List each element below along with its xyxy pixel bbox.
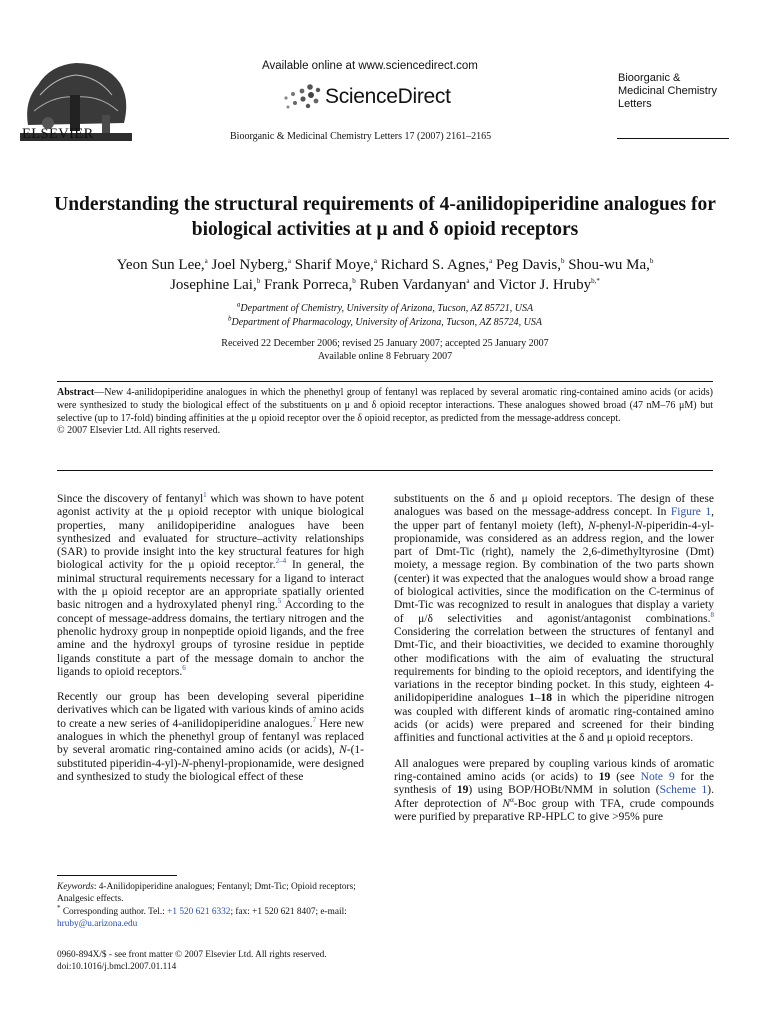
right-column — [394, 493, 714, 836]
author: Joel Nyberg,$^a$ — [211, 257, 292, 273]
affiliation: $^a$Department of Chemistry, University of Arizona, Tucson, AZ 85721, USA — [236, 300, 534, 314]
ref-link[interactable]: 7 — [312, 715, 317, 724]
paragraph: All analogues were prepared by coupling various kinds of aromatic ring-contained amino acids (or acids) to 19 (see Note 9 for the synthesis of 19) using BOP/HOBt/NMM in solution (Scheme 1). After deprotection of $N^\alpha$-Boc group with TFA, crude compounds were purified by preparative RP-HPLC to give >95% pure — [394, 757, 715, 823]
abstract-label: Abstract — [57, 387, 95, 398]
paragraph: Since the discovery of fentanyl$^1$ which was shown to have potent agonist activity at the μ opioid receptor with unique biological properties, many anilidopiperidine analogues have been synthesized and evaluated for structure–activity relationships (SAR) to provide insight into the key structural features for high biological activity for the μ opioid receptor.$^{2-4}$ In general, the minimal structural requirements necessary for a ligand to interact with the μ opioid receptor are an appropriate spatially oriented basic nitrogen and a hydroxylated phenyl ring.$^5$ According to the concept of message-address domains, the tertiary nitrogen and the phenolic hydroxy group in nonpeptide opioid ligands, and the free amine and the hydroxyl groups of tyrosine residue in peptide ligands constitute a part of the message domain to anchor the ligands to opioid receptors.$^6$ — [57, 491, 365, 678]
paragraph: Recently our group has been developing several piperidine derivatives which can be ligated with various kinds of amino acids to create a new series of 4-anilidopiperidine analogues.$^7$ Here new analogues in which the phenethyl group of fentanyl was replaced by several aromatic ring-contained amino acids (or acids), N-(1-substituted piperidin-4-yl)-N-phenyl-propionamide, were designed and synthesized to study the biological effect of these — [57, 691, 364, 783]
author: Josephine Lai,$^b$ — [170, 277, 261, 293]
author: Peg Davis,$^b$ — [495, 257, 565, 273]
ref-link[interactable]: 2–4 — [275, 557, 287, 566]
author: Shou-wu Ma,$^b$ — [568, 257, 654, 273]
copyright-block — [57, 949, 387, 974]
ref-link[interactable]: 5 — [277, 597, 282, 606]
ref-link[interactable]: 1 — [203, 491, 207, 500]
paragraph: substituents on the δ and μ opioid receptors. The design of these analogues was based on the message-address concept. In Figure 1, the upper part of fentanyl moiety (left), N-phenyl-N-piperidin-4-yl-propionamide, was considered as an address region, and the lower part of Dmt-Tic (right), namely the 2,6-dimethyltyrosine (Dmt) moiety, a message region. By combination of the two parts shown (center) it was expected that the analogues would show a broad range of biological activities, since the modification on the C-terminus of Dmt-Tic was recognized to result in analogues that display a variety of μ/δ selectivities and agonist/antagonist combinations.$^8$ Considering the correlation between the structures of fentanyl and Dmt-Tic, and their bioactivities, we decided to examine thoroughly other modifications with the aim of evaluating the structural requirements for binding to the opioid receptors, and identifying the variations in the receptor binding pocket. In this study, eighteen 4-anilidopiperidine analogues 1–18 in which the piperidine nitrogen was coupled with different kinds of aromatic ring-contained amino acids (or acids) were prepared and screened for their binding affinities and functional activities at the δ and μ opioid receptors. — [394, 493, 715, 745]
phone-link[interactable]: +1 520 621 6332 — [167, 906, 231, 917]
doi-line: doi:10.1016/j.bmcl.2007.01.114 — [57, 962, 177, 973]
author: Ruben Vardanyan$^a$ — [359, 277, 470, 293]
affiliation: $^b$Department of Pharmacology, University of Arizona, Tucson, AZ 85724, USA — [228, 314, 542, 328]
abstract-top-rule — [57, 381, 713, 382]
received-dates: Received 22 December 2006; revised 25 January 2007; accepted 25 January 2007 — [221, 338, 549, 349]
sciencedirect-wordmark: ScienceDirect — [325, 85, 451, 108]
author: Yeon Sun Lee,$^a$ — [116, 257, 208, 273]
footnote-rule — [57, 875, 177, 876]
note-9-link[interactable]: Note 9 — [640, 770, 675, 783]
ref-link[interactable]: 8 — [710, 610, 714, 619]
author: Sharif Moye,$^a$ — [294, 257, 378, 273]
affiliations — [40, 302, 730, 330]
available-online-text: Available online at www.sciencedirect.com — [262, 60, 478, 72]
abstract-text: —New 4-anilidopiperidine analogues in which the phenethyl group of fentanyl was replaced by several aromatic ring-contained amino acids (or acids) were synthesized to study the biological effect of the substituents on μ and δ opioid receptor interactions. These analogues showed broad (47 nM–76 μM) but selective (up to 17-fold) binding affinities at the μ opioid receptor over the δ opioid receptor, as predicted from the message-address concept. — [57, 387, 713, 424]
publisher-name: ELSEVIER — [22, 126, 94, 142]
sciencedirect-dots-icon — [280, 82, 324, 112]
journal-name: Bioorganic & Medicinal Chemistry Letters — [618, 72, 718, 110]
keywords: Keywords: 4-Anilidopiperidine analogues; Fentanyl; Dmt-Tic; Opioid receptors; Analgesic effects. — [57, 882, 356, 905]
ref-link[interactable]: 6 — [182, 664, 186, 673]
corresponding-author: * Corresponding author. Tel.: +1 520 621 6332; fax: +1 520 621 8407; e-mail: hruby@u.arizona.edu — [57, 903, 347, 929]
article-title: Understanding the structural requirements of 4-anilidopiperidine analogues for biological activities at μ and δ opioid receptors — [54, 194, 716, 240]
author: and Victor J. Hruby$^{b,*}$ — [473, 277, 600, 293]
issn-line: 0960-894X/$ - see front matter © 2007 Elsevier Ltd. All rights reserved. — [57, 950, 327, 960]
journal-reference: Bioorganic & Medicinal Chemistry Letters 17 (2007) 2161–2165 — [230, 131, 492, 142]
header-divider — [617, 138, 729, 139]
author: Frank Porreca,$^b$ — [263, 277, 356, 293]
abstract — [57, 387, 713, 438]
figure-1-link[interactable]: Figure 1 — [670, 506, 712, 519]
scheme-1-link[interactable]: Scheme 1 — [659, 784, 708, 797]
abstract-bottom-rule — [57, 470, 713, 471]
abstract-copyright: © 2007 Elsevier Ltd. All rights reserved. — [57, 425, 221, 437]
email-link[interactable]: hruby@u.arizona.edu — [57, 918, 138, 929]
left-column — [57, 493, 364, 796]
online-date: Available online 8 February 2007 — [317, 351, 453, 362]
author: Richard S. Agnes,$^a$ — [380, 257, 493, 273]
footnotes — [57, 881, 364, 930]
article-dates — [40, 337, 730, 363]
author-list — [40, 255, 730, 295]
